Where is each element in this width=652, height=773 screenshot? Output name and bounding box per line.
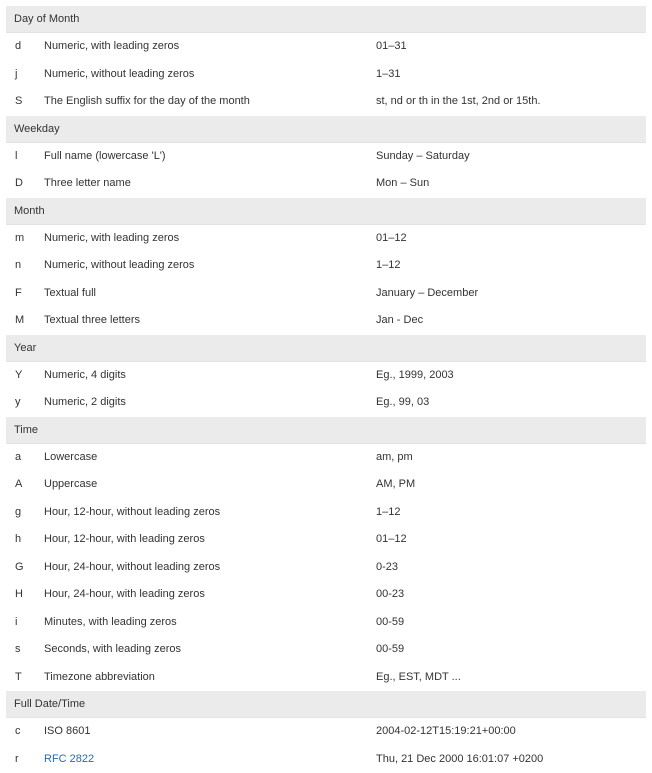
format-example: 2004-02-12T15:19:21+00:00 [376,718,516,745]
format-example: 01–31 [376,33,407,60]
format-example: Eg., 99, 03 [376,389,429,416]
format-description: Three letter name [44,170,131,197]
format-example: 00-59 [376,636,404,663]
format-example: January – December [376,280,478,307]
format-code: d [15,33,21,60]
format-example: 1–12 [376,252,400,279]
format-description: Hour, 24-hour, without leading zeros [44,554,220,581]
format-example: 00-59 [376,609,404,636]
format-description: ISO 8601 [44,718,90,745]
table-row [6,444,646,472]
format-description: Numeric, without leading zeros [44,252,194,279]
format-description: Minutes, with leading zeros [44,609,177,636]
table-row [6,280,646,308]
table-row [6,33,646,61]
format-example: 00-23 [376,581,404,608]
format-code: y [15,389,21,416]
format-example: Mon – Sun [376,170,429,197]
format-example: AM, PM [376,471,415,498]
format-code: c [15,718,21,745]
section-header-full-date-time: Full Date/Time [6,691,646,718]
section-header-time: Time [6,417,646,444]
format-code: j [15,61,17,88]
format-code: D [15,170,23,197]
format-description: Textual three letters [44,307,140,334]
table-row [6,499,646,527]
format-code: s [15,636,21,663]
table-row [6,143,646,171]
format-code: m [15,225,24,252]
format-code: a [15,444,21,471]
format-example: 01–12 [376,526,407,553]
table-row [6,471,646,499]
format-description: Full name (lowercase 'L') [44,143,166,170]
rfc-2822-link[interactable]: RFC 2822 [44,746,94,773]
format-description: Hour, 24-hour, with leading zeros [44,581,205,608]
format-code: G [15,554,24,581]
format-code: S [15,88,22,115]
format-example: am, pm [376,444,413,471]
format-example: Jan - Dec [376,307,423,334]
format-code: F [15,280,22,307]
table-row [6,526,646,554]
format-description: Uppercase [44,471,97,498]
table-row [6,88,646,116]
table-row [6,389,646,417]
format-example: Eg., 1999, 2003 [376,362,454,389]
format-description: Hour, 12-hour, without leading zeros [44,499,220,526]
format-description: The English suffix for the day of the month [44,88,250,115]
format-description: Numeric, 4 digits [44,362,126,389]
format-description: Hour, 12-hour, with leading zeros [44,526,205,553]
table-row [6,307,646,335]
format-description: Numeric, with leading zeros [44,33,179,60]
format-example: 0-23 [376,554,398,581]
table-row [6,554,646,582]
format-description: Numeric, without leading zeros [44,61,194,88]
format-description: Lowercase [44,444,97,471]
format-description: Numeric, with leading zeros [44,225,179,252]
section-header-year: Year [6,335,646,362]
table-row [6,252,646,280]
format-description: Numeric, 2 digits [44,389,126,416]
format-description: Seconds, with leading zeros [44,636,181,663]
table-row [6,664,646,692]
format-code: A [15,471,22,498]
format-example: 1–31 [376,61,400,88]
format-example: Eg., EST, MDT ... [376,664,461,691]
format-example: Thu, 21 Dec 2000 16:01:07 +0200 [376,746,543,773]
format-code: M [15,307,24,334]
table-row [6,225,646,253]
table-row [6,61,646,89]
table-row [6,609,646,637]
format-code: g [15,499,21,526]
format-example: st, nd or th in the 1st, 2nd or 15th. [376,88,541,115]
section-header-weekday: Weekday [6,116,646,143]
format-description: Timezone abbreviation [44,664,155,691]
format-example: 1–12 [376,499,400,526]
table-row [6,718,646,746]
format-code: H [15,581,23,608]
format-code: n [15,252,21,279]
format-example: 01–12 [376,225,407,252]
format-code: h [15,526,21,553]
table-row [6,581,646,609]
format-code: r [15,746,19,773]
format-code: i [15,609,17,636]
format-code: T [15,664,22,691]
format-code: l [15,143,17,170]
format-description: Textual full [44,280,96,307]
section-header-month: Month [6,198,646,225]
date-format-table [6,6,646,773]
table-row [6,636,646,664]
section-header-day-of-month: Day of Month [6,6,646,33]
table-row [6,170,646,198]
format-code: Y [15,362,22,389]
format-example: Sunday – Saturday [376,143,470,170]
table-row [6,362,646,390]
